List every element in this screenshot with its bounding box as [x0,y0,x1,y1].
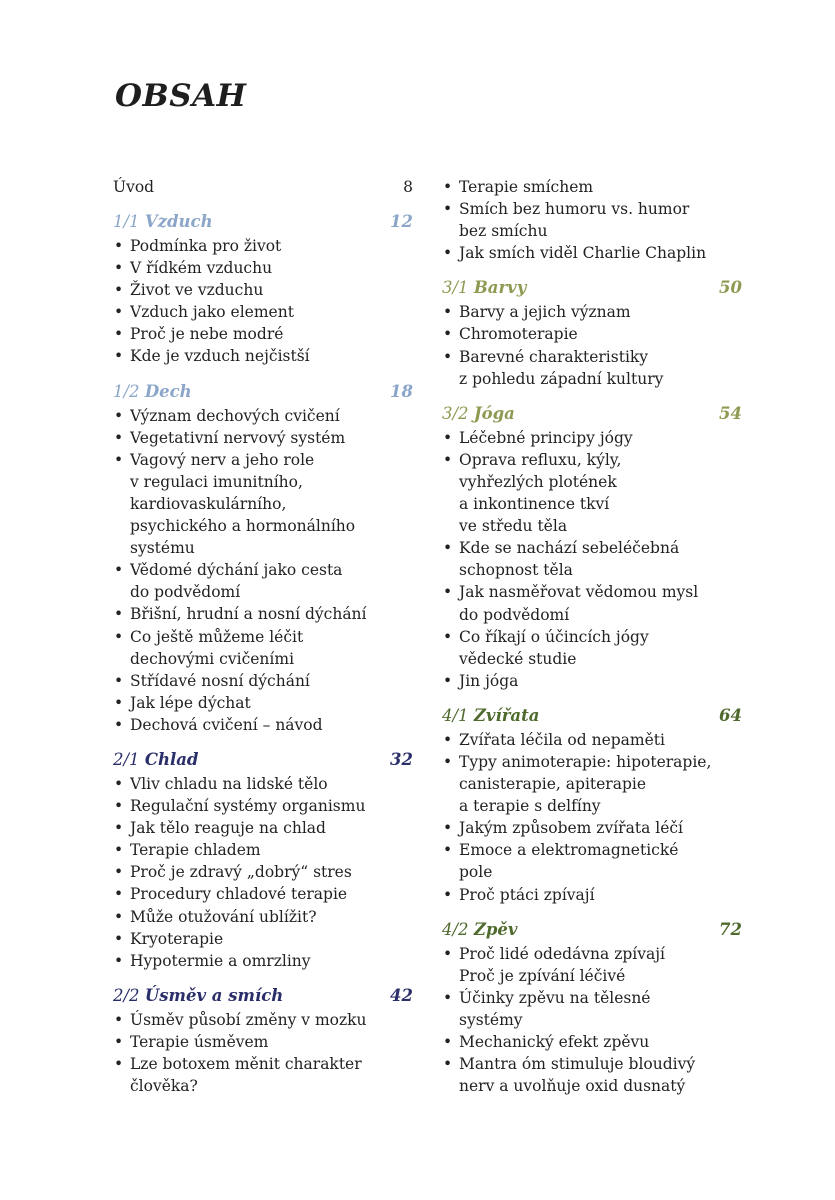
toc-item[interactable]: • Kde je vzduch nejčistší [113,345,413,367]
toc-item-continuation: vědecké studie [459,649,577,668]
toc-item[interactable]: • Kde se nachází sebeléčebná [442,537,742,559]
section-number: 1/1 [113,212,145,231]
toc-item[interactable]: • Regulační systémy organismu [113,795,413,817]
toc-item[interactable]: • Jak tělo reaguje na chlad [113,817,413,839]
toc-item-continuation: systému [130,539,195,558]
toc-item[interactable]: • Vliv chladu na lidské tělo [113,773,413,795]
toc-item-continuation: a terapie s delfíny [459,797,601,816]
toc-item[interactable]: • Kryoterapie [113,928,413,950]
section-number: 2/1 [113,749,145,769]
toc-item[interactable]: • Smích bez humoru vs. humor [442,198,742,220]
section-title [442,919,517,941]
section-page: 64 [719,705,742,725]
section-name: Dech [144,381,192,401]
toc-item-continuation: Proč je zpívání léčivé [459,966,626,985]
toc-item[interactable]: • Barvy a jejich význam [442,301,742,323]
toc-item[interactable]: • Podmínka pro život [113,235,413,257]
toc-item[interactable]: • Vzduch jako element [113,301,413,323]
toc-item[interactable]: • Proč je nebe modré [113,323,413,345]
toc-intro-entry[interactable] [113,176,413,198]
toc-item[interactable]: • Procedury chladové terapie [113,883,413,905]
toc-section [113,749,413,972]
section-title [113,985,283,1007]
toc-item[interactable]: • Terapie smíchem [442,176,742,198]
section-heading[interactable] [442,277,742,299]
toc-item-continuation: dechovými cvičeními [130,649,295,668]
section-title [113,749,198,771]
section-number: 4/2 [442,919,474,939]
toc-section [113,985,413,1097]
toc-item[interactable]: • Dechová cvičení – návod [113,714,413,736]
toc-item[interactable]: • Střídavé nosní dýchání [113,670,413,692]
toc-item[interactable]: • Barevné charakteristiky [442,346,742,368]
section-heading[interactable] [113,211,413,233]
toc-item[interactable]: • Vagový nerv a jeho role [113,449,413,471]
toc-item[interactable]: • Jak lépe dýchat [113,692,413,714]
toc-item-continuation: bez smíchu [459,222,548,241]
section-name: Vzduch [144,212,213,231]
toc-item[interactable]: • Chromoterapie [442,323,742,345]
toc-item[interactable]: • Mantra óm stimuluje bloudivý [442,1053,742,1075]
toc-item[interactable]: • Oprava refluxu, kýly, [442,449,742,471]
toc-item[interactable]: • Léčebné principy jógy [442,427,742,449]
toc-item-continuation: v regulaci imunitního, [130,472,303,491]
section-heading[interactable] [113,381,413,403]
toc-item-continuation: vyhřezlých plotének [459,472,617,491]
section-number: 4/1 [442,705,474,725]
toc-continued-list [442,176,742,264]
toc-item[interactable]: • Břišní, hrudní a nosní dýchání [113,603,413,625]
toc-item[interactable]: • Může otužování ublížit? [113,906,413,928]
toc-item[interactable]: • V řídkém vzduchu [113,257,413,279]
toc-item[interactable]: • Proč ptáci zpívají [442,884,742,906]
toc-item[interactable]: • Jak nasměřovat vědomou mysl [442,581,742,603]
toc-item[interactable]: • Vědomé dýchání jako cesta [113,559,413,581]
section-title [442,277,526,299]
section-name: Úsměv a smích [144,985,284,1005]
section-name: Jóga [473,403,515,423]
toc-item-continuation: schopnost těla [459,561,573,580]
toc-item[interactable]: • Úsměv působí změny v mozku [113,1009,413,1031]
toc-section [442,705,742,906]
toc-section [442,919,742,1098]
toc-item[interactable]: • Mechanický efekt zpěvu [442,1031,742,1053]
toc-section [113,211,413,368]
toc-item-continuation: systémy [459,1010,523,1029]
toc-item-continuation: a inkontinence tkví [459,495,610,514]
toc-item[interactable]: • Zvířata léčila od nepaměti [442,729,742,751]
section-name: Zvířata [473,705,540,725]
toc-item-continuation: psychického a hormonálního [130,517,356,536]
toc-item-continuation: canisterapie, apiterapie [459,775,646,794]
section-heading[interactable] [442,403,742,425]
toc-item-continuation: nerv a uvolňuje oxid dusnatý [459,1077,686,1096]
toc-item[interactable]: • Terapie chladem [113,839,413,861]
section-name: Zpěv [473,919,518,939]
toc-item[interactable]: • Hypotermie a omrzliny [113,950,413,972]
toc-item[interactable]: • Význam dechových cvičení [113,405,413,427]
toc-item[interactable]: • Proč je zdravý „dobrý“ stres [113,861,413,883]
toc-item[interactable]: • Účinky zpěvu na tělesné [442,987,742,1009]
toc-intro-label: Úvod [113,178,155,196]
toc-item[interactable]: • Emoce a elektromagnetické [442,839,742,861]
page-title: OBSAH [115,78,247,114]
toc-item-continuation: do podvědomí [459,605,570,624]
toc-item-continuation: pole [459,863,493,882]
toc-item-continuation: člověka? [130,1077,198,1096]
toc-item-continuation: ve středu těla [459,517,568,536]
toc-item[interactable]: • Terapie úsměvem [113,1031,413,1053]
toc-item[interactable]: • Jak smích viděl Charlie Chaplin [442,242,742,264]
toc-item[interactable]: • Vegetativní nervový systém [113,427,413,449]
toc-item[interactable]: • Jin jóga [442,670,742,692]
section-page: 54 [719,403,742,423]
toc-section [442,403,742,692]
toc-item[interactable]: • Lze botoxem měnit charakter [113,1053,413,1075]
toc-item[interactable]: • Co ještě můžeme léčit [113,626,413,648]
section-page: 18 [390,381,413,401]
section-page: 72 [719,919,742,939]
section-page: 42 [390,985,413,1005]
section-number: 1/2 [113,381,145,401]
toc-section [442,277,742,389]
section-heading[interactable] [113,985,413,1007]
toc-left-column [113,176,413,1097]
section-title [113,381,192,403]
toc-intro-page: 8 [403,178,413,196]
toc-item-continuation: do podvědomí [130,583,241,602]
toc-item-continuation: kardiovaskulárního, [130,494,287,513]
section-heading[interactable] [113,749,413,771]
section-title [442,705,539,727]
toc-right-column [442,176,742,1097]
section-title [442,403,515,425]
toc-section [113,381,413,736]
toc-item-continuation: z pohledu západní kultury [459,369,664,388]
section-number: 2/2 [113,985,145,1005]
toc-item[interactable]: • Typy animoterapie: hipoterapie, [442,751,742,773]
section-number: 3/1 [442,278,474,298]
section-page: 32 [390,749,413,769]
section-page: 50 [719,278,742,298]
section-page: 12 [390,212,413,231]
toc-item[interactable]: • Jakým způsobem zvířata léčí [442,817,742,839]
toc-item[interactable]: • Život ve vzduchu [113,279,413,301]
section-name: Barvy [473,278,527,298]
toc-item[interactable]: • Proč lidé odedávna zpívají [442,943,742,965]
section-number: 3/2 [442,403,474,423]
section-title [113,211,213,233]
section-heading[interactable] [442,705,742,727]
toc-item[interactable]: • Co říkají o účincích jógy [442,626,742,648]
section-name: Chlad [144,749,199,769]
section-heading[interactable] [442,919,742,941]
